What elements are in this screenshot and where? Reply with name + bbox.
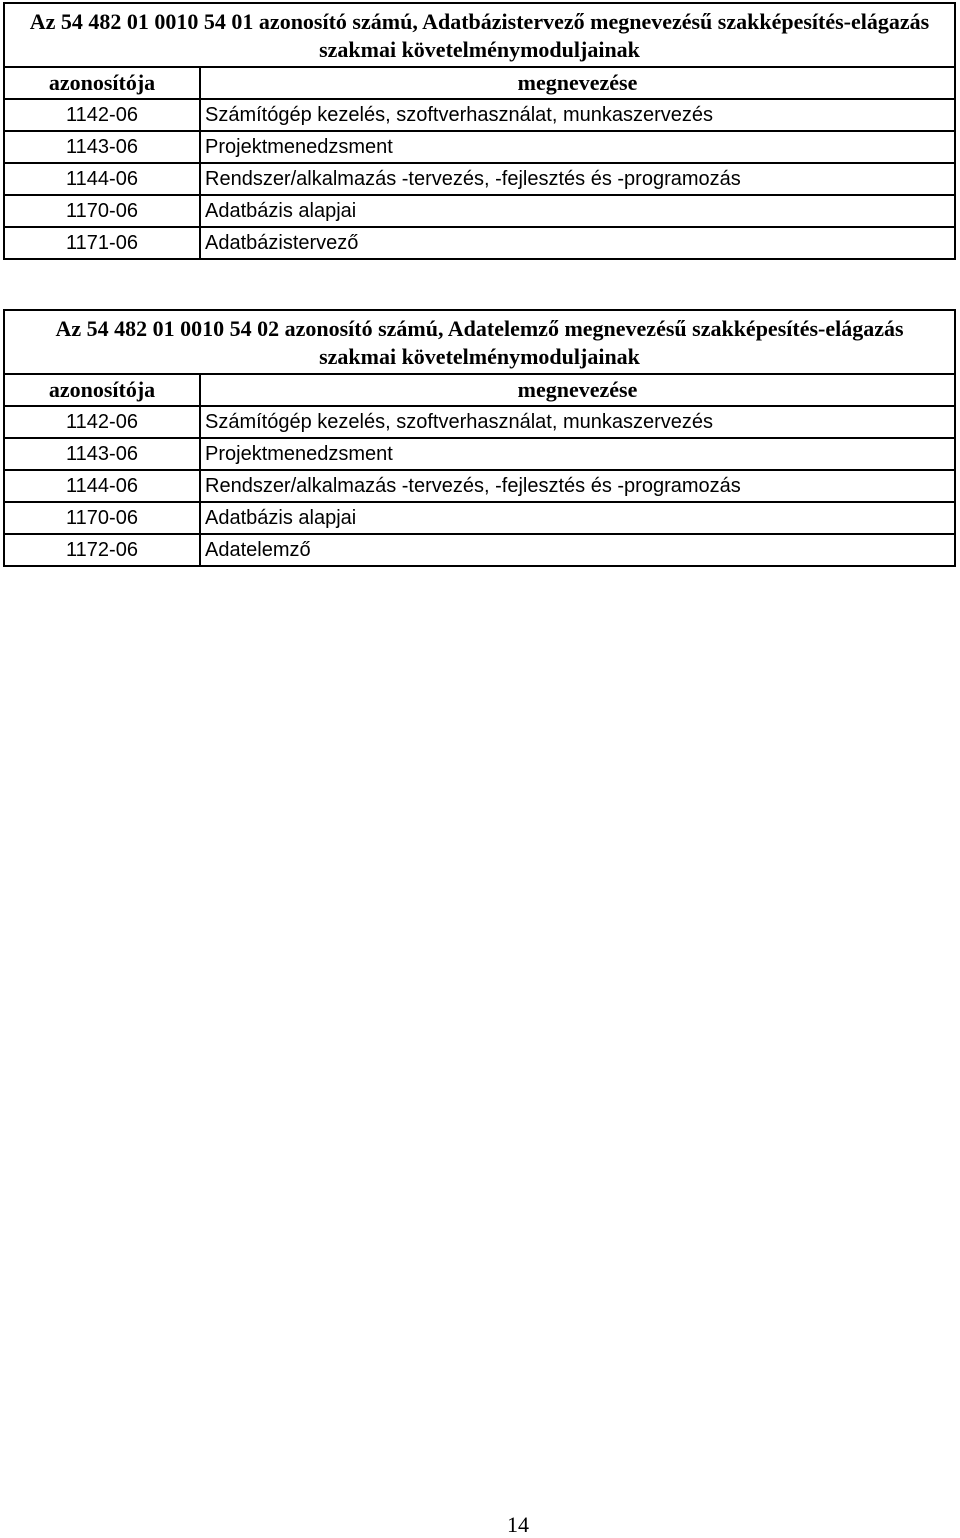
table-title-row: [4, 3, 955, 67]
table-row: [4, 406, 955, 438]
table-row: [4, 227, 955, 259]
table-row: [4, 438, 955, 470]
module-name: Adatbázis alapjai: [200, 502, 955, 534]
table-header-row: [4, 374, 955, 406]
module-code: 1142-06: [4, 99, 200, 131]
table-header-row: [4, 67, 955, 99]
module-name: Számítógép kezelés, szoftverhasználat, munkaszervezés: [200, 99, 955, 131]
module-code: 1143-06: [4, 438, 200, 470]
table-row: [4, 131, 955, 163]
module-name: Adatelemző: [200, 534, 955, 566]
module-code: 1171-06: [4, 227, 200, 259]
module-table-adatbazistervezo: [3, 2, 956, 260]
table-row: [4, 534, 955, 566]
module-code: 1144-06: [4, 163, 200, 195]
module-name: Rendszer/alkalmazás -tervezés, -fejlesztés és -programozás: [200, 470, 955, 502]
module-table-adatelemzo: [3, 309, 956, 567]
module-code: 1142-06: [4, 406, 200, 438]
table-row: [4, 502, 955, 534]
module-code: 1143-06: [4, 131, 200, 163]
column-header-name: megnevezése: [200, 67, 955, 99]
column-header-id: azonosítója: [4, 374, 200, 406]
module-code: 1170-06: [4, 502, 200, 534]
table-row: [4, 99, 955, 131]
module-name: Projektmenedzsment: [200, 438, 955, 470]
table-title: Az 54 482 01 0010 54 02 azonosító számú, Adatelemző megnevezésű szakképesítés-elágazás szakmai követelménymoduljainak: [4, 310, 955, 374]
table-row: [4, 470, 955, 502]
module-code: 1144-06: [4, 470, 200, 502]
module-name: Számítógép kezelés, szoftverhasználat, munkaszervezés: [200, 406, 955, 438]
column-header-id: azonosítója: [4, 67, 200, 99]
module-name: Rendszer/alkalmazás -tervezés, -fejlesztés és -programozás: [200, 163, 955, 195]
page-number: 14: [507, 1512, 529, 1537]
table-row: [4, 163, 955, 195]
table-title-row: [4, 310, 955, 374]
table-title: Az 54 482 01 0010 54 01 azonosító számú, Adatbázistervező megnevezésű szakképesítés-elágazás szakmai követelménymoduljainak: [4, 3, 955, 67]
module-name: Projektmenedzsment: [200, 131, 955, 163]
module-name: Adatbázis alapjai: [200, 195, 955, 227]
module-code: 1172-06: [4, 534, 200, 566]
table-row: [4, 195, 955, 227]
module-code: 1170-06: [4, 195, 200, 227]
module-name: Adatbázistervező: [200, 227, 955, 259]
column-header-name: megnevezése: [200, 374, 955, 406]
